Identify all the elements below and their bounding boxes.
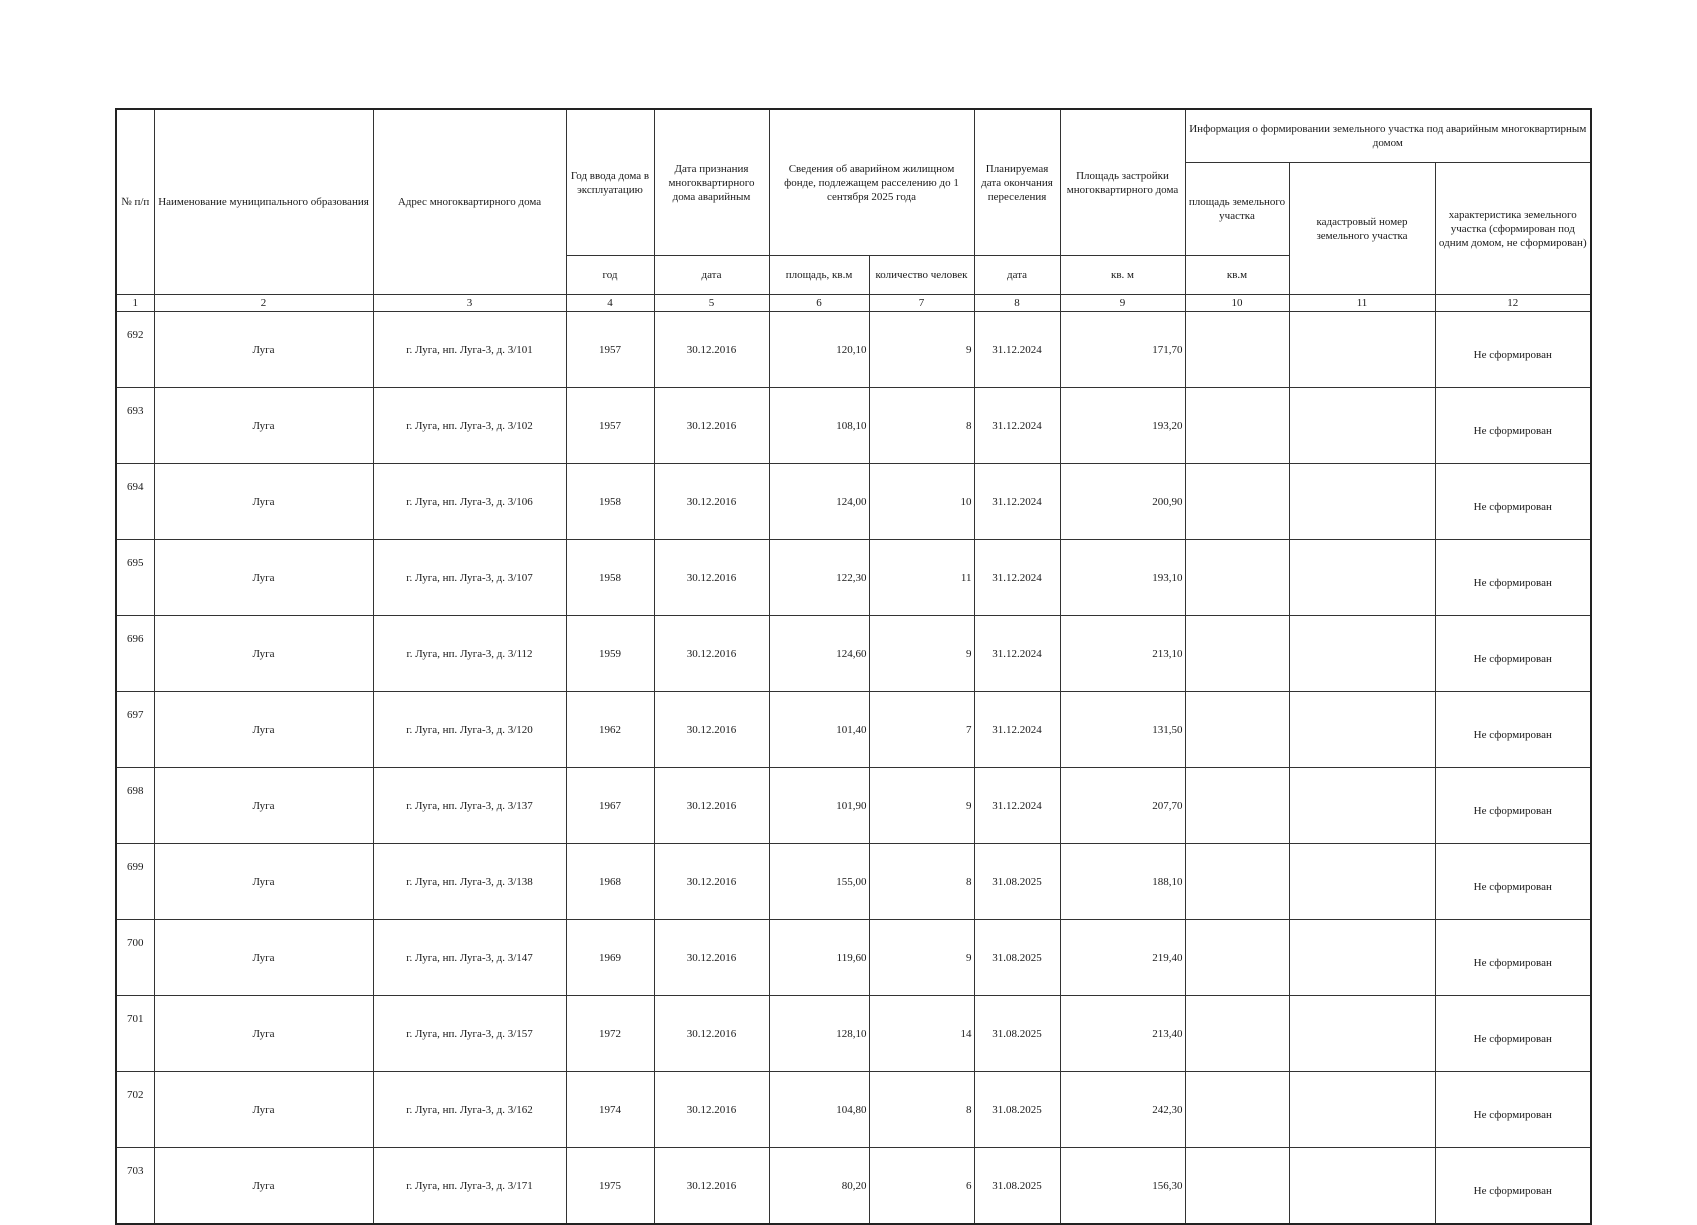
- year-cell: 1968: [566, 844, 654, 920]
- header-cadastre-number: кадастровый номер земельного участка: [1289, 163, 1435, 295]
- build-area-cell: 131,50: [1060, 692, 1185, 768]
- unit-year: год: [566, 256, 654, 295]
- build-area-cell: 171,70: [1060, 312, 1185, 388]
- row-number: 696: [116, 616, 154, 692]
- build-area-cell: 207,70: [1060, 768, 1185, 844]
- year-cell: 1975: [566, 1148, 654, 1225]
- planned-date-cell: 31.12.2024: [974, 388, 1060, 464]
- address-cell: г. Луга, нп. Луга-3, д. 3/106: [373, 464, 566, 540]
- planned-date-cell: 31.12.2024: [974, 768, 1060, 844]
- year-cell: 1958: [566, 540, 654, 616]
- cadastre-cell: [1289, 692, 1435, 768]
- cadastre-cell: [1289, 1072, 1435, 1148]
- municipality-cell: Луга: [154, 920, 373, 996]
- year-cell: 1972: [566, 996, 654, 1072]
- land-plot-status-cell: Не сформирован: [1435, 540, 1591, 616]
- table-body: [116, 312, 1591, 1225]
- row-number: 692: [116, 312, 154, 388]
- municipality-cell: Луга: [154, 1148, 373, 1225]
- emergency-date-cell: 30.12.2016: [654, 1072, 769, 1148]
- column-index: 12: [1435, 295, 1591, 312]
- land-plot-status-cell: Не сформирован: [1435, 388, 1591, 464]
- land-area-cell: [1185, 844, 1289, 920]
- area-cell: 101,40: [769, 692, 869, 768]
- land-plot-status-cell: Не сформирован: [1435, 768, 1591, 844]
- row-number: 700: [116, 920, 154, 996]
- municipality-cell: Луга: [154, 540, 373, 616]
- land-area-cell: [1185, 540, 1289, 616]
- header-emergency-fund: Сведения об аварийном жилищном фонде, подлежащем расселению до 1 сентября 2025 года: [769, 109, 974, 256]
- municipality-cell: Луга: [154, 388, 373, 464]
- area-cell: 104,80: [769, 1072, 869, 1148]
- header-land-plot-info: Информация о формировании земельного участка под аварийным многоквартирным домом: [1185, 109, 1591, 163]
- row-number: 695: [116, 540, 154, 616]
- header-land-area: площадь земельного участка: [1185, 163, 1289, 256]
- unit-plan-date: дата: [974, 256, 1060, 295]
- cadastre-cell: [1289, 312, 1435, 388]
- build-area-cell: 193,10: [1060, 540, 1185, 616]
- table-row: [116, 692, 1591, 768]
- address-cell: г. Луга, нп. Луга-3, д. 3/101: [373, 312, 566, 388]
- emergency-date-cell: 30.12.2016: [654, 920, 769, 996]
- address-cell: г. Луга, нп. Луга-3, д. 3/157: [373, 996, 566, 1072]
- address-cell: г. Луга, нп. Луга-3, д. 3/102: [373, 388, 566, 464]
- planned-date-cell: 31.08.2025: [974, 844, 1060, 920]
- header-emergency-date: Дата признания многоквартирного дома аварийным: [654, 109, 769, 256]
- row-number: 694: [116, 464, 154, 540]
- cadastre-cell: [1289, 844, 1435, 920]
- planned-date-cell: 31.08.2025: [974, 1148, 1060, 1225]
- area-cell: 101,90: [769, 768, 869, 844]
- area-cell: 108,10: [769, 388, 869, 464]
- table-row: [116, 996, 1591, 1072]
- emergency-date-cell: 30.12.2016: [654, 388, 769, 464]
- people-count-cell: 10: [869, 464, 974, 540]
- cadastre-cell: [1289, 768, 1435, 844]
- emergency-housing-table: [115, 108, 1592, 1225]
- land-area-cell: [1185, 464, 1289, 540]
- table-row: [116, 388, 1591, 464]
- cadastre-cell: [1289, 388, 1435, 464]
- land-area-cell: [1185, 616, 1289, 692]
- column-index-row: [116, 295, 1591, 312]
- column-index: 3: [373, 295, 566, 312]
- table-row: [116, 616, 1591, 692]
- land-plot-status-cell: Не сформирован: [1435, 616, 1591, 692]
- year-cell: 1962: [566, 692, 654, 768]
- people-count-cell: 14: [869, 996, 974, 1072]
- people-count-cell: 8: [869, 388, 974, 464]
- emergency-date-cell: 30.12.2016: [654, 692, 769, 768]
- row-number: 703: [116, 1148, 154, 1225]
- address-cell: г. Луга, нп. Луга-3, д. 3/137: [373, 768, 566, 844]
- land-plot-status-cell: Не сформирован: [1435, 692, 1591, 768]
- land-plot-status-cell: Не сформирован: [1435, 996, 1591, 1072]
- land-area-cell: [1185, 1148, 1289, 1225]
- column-index: 6: [769, 295, 869, 312]
- unit-people: количество человек: [869, 256, 974, 295]
- table-row: [116, 464, 1591, 540]
- year-cell: 1958: [566, 464, 654, 540]
- column-index: 11: [1289, 295, 1435, 312]
- planned-date-cell: 31.08.2025: [974, 920, 1060, 996]
- header-row-number: № п/п: [116, 109, 154, 295]
- cadastre-cell: [1289, 996, 1435, 1072]
- unit-build-area: кв. м: [1060, 256, 1185, 295]
- year-cell: 1967: [566, 768, 654, 844]
- planned-date-cell: 31.08.2025: [974, 1072, 1060, 1148]
- planned-date-cell: 31.12.2024: [974, 616, 1060, 692]
- table-row: [116, 540, 1591, 616]
- header-address: Адрес многоквартирного дома: [373, 109, 566, 295]
- build-area-cell: 242,30: [1060, 1072, 1185, 1148]
- land-plot-status-cell: Не сформирован: [1435, 312, 1591, 388]
- column-index: 8: [974, 295, 1060, 312]
- build-area-cell: 219,40: [1060, 920, 1185, 996]
- land-area-cell: [1185, 1072, 1289, 1148]
- planned-date-cell: 31.12.2024: [974, 464, 1060, 540]
- cadastre-cell: [1289, 1148, 1435, 1225]
- people-count-cell: 9: [869, 616, 974, 692]
- table-row: [116, 1072, 1591, 1148]
- year-cell: 1959: [566, 616, 654, 692]
- emergency-date-cell: 30.12.2016: [654, 464, 769, 540]
- area-cell: 119,60: [769, 920, 869, 996]
- build-area-cell: 213,10: [1060, 616, 1185, 692]
- cadastre-cell: [1289, 616, 1435, 692]
- planned-date-cell: 31.12.2024: [974, 692, 1060, 768]
- area-cell: 128,10: [769, 996, 869, 1072]
- planned-date-cell: 31.12.2024: [974, 540, 1060, 616]
- row-number: 701: [116, 996, 154, 1072]
- people-count-cell: 11: [869, 540, 974, 616]
- build-area-cell: 213,40: [1060, 996, 1185, 1072]
- row-number: 698: [116, 768, 154, 844]
- address-cell: г. Луга, нп. Луга-3, д. 3/138: [373, 844, 566, 920]
- build-area-cell: 193,20: [1060, 388, 1185, 464]
- year-cell: 1957: [566, 388, 654, 464]
- emergency-date-cell: 30.12.2016: [654, 996, 769, 1072]
- emergency-date-cell: 30.12.2016: [654, 616, 769, 692]
- build-area-cell: 188,10: [1060, 844, 1185, 920]
- area-cell: 124,60: [769, 616, 869, 692]
- address-cell: г. Луга, нп. Луга-3, д. 3/162: [373, 1072, 566, 1148]
- address-cell: г. Луга, нп. Луга-3, д. 3/171: [373, 1148, 566, 1225]
- column-index: 10: [1185, 295, 1289, 312]
- year-cell: 1969: [566, 920, 654, 996]
- planned-date-cell: 31.12.2024: [974, 312, 1060, 388]
- build-area-cell: 200,90: [1060, 464, 1185, 540]
- area-cell: 155,00: [769, 844, 869, 920]
- header-land-plot-status: характеристика земельного участка (сформирован под одним домом, не сформирован): [1435, 163, 1591, 295]
- land-area-cell: [1185, 312, 1289, 388]
- address-cell: г. Луга, нп. Луга-3, д. 3/112: [373, 616, 566, 692]
- unit-date: дата: [654, 256, 769, 295]
- people-count-cell: 8: [869, 844, 974, 920]
- address-cell: г. Луга, нп. Луга-3, д. 3/120: [373, 692, 566, 768]
- area-cell: 80,20: [769, 1148, 869, 1225]
- area-cell: 122,30: [769, 540, 869, 616]
- row-number: 702: [116, 1072, 154, 1148]
- build-area-cell: 156,30: [1060, 1148, 1185, 1225]
- municipality-cell: Луга: [154, 844, 373, 920]
- municipality-cell: Луга: [154, 768, 373, 844]
- emergency-date-cell: 30.12.2016: [654, 540, 769, 616]
- municipality-cell: Луга: [154, 692, 373, 768]
- people-count-cell: 8: [869, 1072, 974, 1148]
- people-count-cell: 7: [869, 692, 974, 768]
- people-count-cell: 6: [869, 1148, 974, 1225]
- land-area-cell: [1185, 920, 1289, 996]
- header-year-commissioned: Год ввода дома в эксплуатацию: [566, 109, 654, 256]
- column-index: 1: [116, 295, 154, 312]
- land-plot-status-cell: Не сформирован: [1435, 920, 1591, 996]
- row-number: 693: [116, 388, 154, 464]
- table-row: [116, 312, 1591, 388]
- municipality-cell: Луга: [154, 616, 373, 692]
- table-row: [116, 1148, 1591, 1225]
- column-index: 2: [154, 295, 373, 312]
- row-number: 699: [116, 844, 154, 920]
- table-header: [116, 109, 1591, 312]
- municipality-cell: Луга: [154, 464, 373, 540]
- address-cell: г. Луга, нп. Луга-3, д. 3/107: [373, 540, 566, 616]
- emergency-date-cell: 30.12.2016: [654, 844, 769, 920]
- table-row: [116, 844, 1591, 920]
- column-index: 5: [654, 295, 769, 312]
- people-count-cell: 9: [869, 312, 974, 388]
- area-cell: 124,00: [769, 464, 869, 540]
- unit-area: площадь, кв.м: [769, 256, 869, 295]
- cadastre-cell: [1289, 540, 1435, 616]
- row-number: 697: [116, 692, 154, 768]
- municipality-cell: Луга: [154, 996, 373, 1072]
- unit-land-area: кв.м: [1185, 256, 1289, 295]
- planned-date-cell: 31.08.2025: [974, 996, 1060, 1072]
- header-municipality: Наименование муниципального образования: [154, 109, 373, 295]
- area-cell: 120,10: [769, 312, 869, 388]
- column-index: 9: [1060, 295, 1185, 312]
- land-plot-status-cell: Не сформирован: [1435, 464, 1591, 540]
- land-area-cell: [1185, 768, 1289, 844]
- land-plot-status-cell: Не сформирован: [1435, 1072, 1591, 1148]
- emergency-date-cell: 30.12.2016: [654, 312, 769, 388]
- column-index: 4: [566, 295, 654, 312]
- address-cell: г. Луга, нп. Луга-3, д. 3/147: [373, 920, 566, 996]
- cadastre-cell: [1289, 920, 1435, 996]
- emergency-date-cell: 30.12.2016: [654, 1148, 769, 1225]
- year-cell: 1957: [566, 312, 654, 388]
- column-index: 7: [869, 295, 974, 312]
- land-area-cell: [1185, 692, 1289, 768]
- year-cell: 1974: [566, 1072, 654, 1148]
- land-area-cell: [1185, 388, 1289, 464]
- header-build-area: Площадь застройки многоквартирного дома: [1060, 109, 1185, 256]
- header-planned-date: Планируемая дата окончания переселения: [974, 109, 1060, 256]
- table-row: [116, 920, 1591, 996]
- land-plot-status-cell: Не сформирован: [1435, 1148, 1591, 1225]
- municipality-cell: Луга: [154, 312, 373, 388]
- land-area-cell: [1185, 996, 1289, 1072]
- emergency-date-cell: 30.12.2016: [654, 768, 769, 844]
- table-row: [116, 768, 1591, 844]
- people-count-cell: 9: [869, 920, 974, 996]
- people-count-cell: 9: [869, 768, 974, 844]
- municipality-cell: Луга: [154, 1072, 373, 1148]
- land-plot-status-cell: Не сформирован: [1435, 844, 1591, 920]
- cadastre-cell: [1289, 464, 1435, 540]
